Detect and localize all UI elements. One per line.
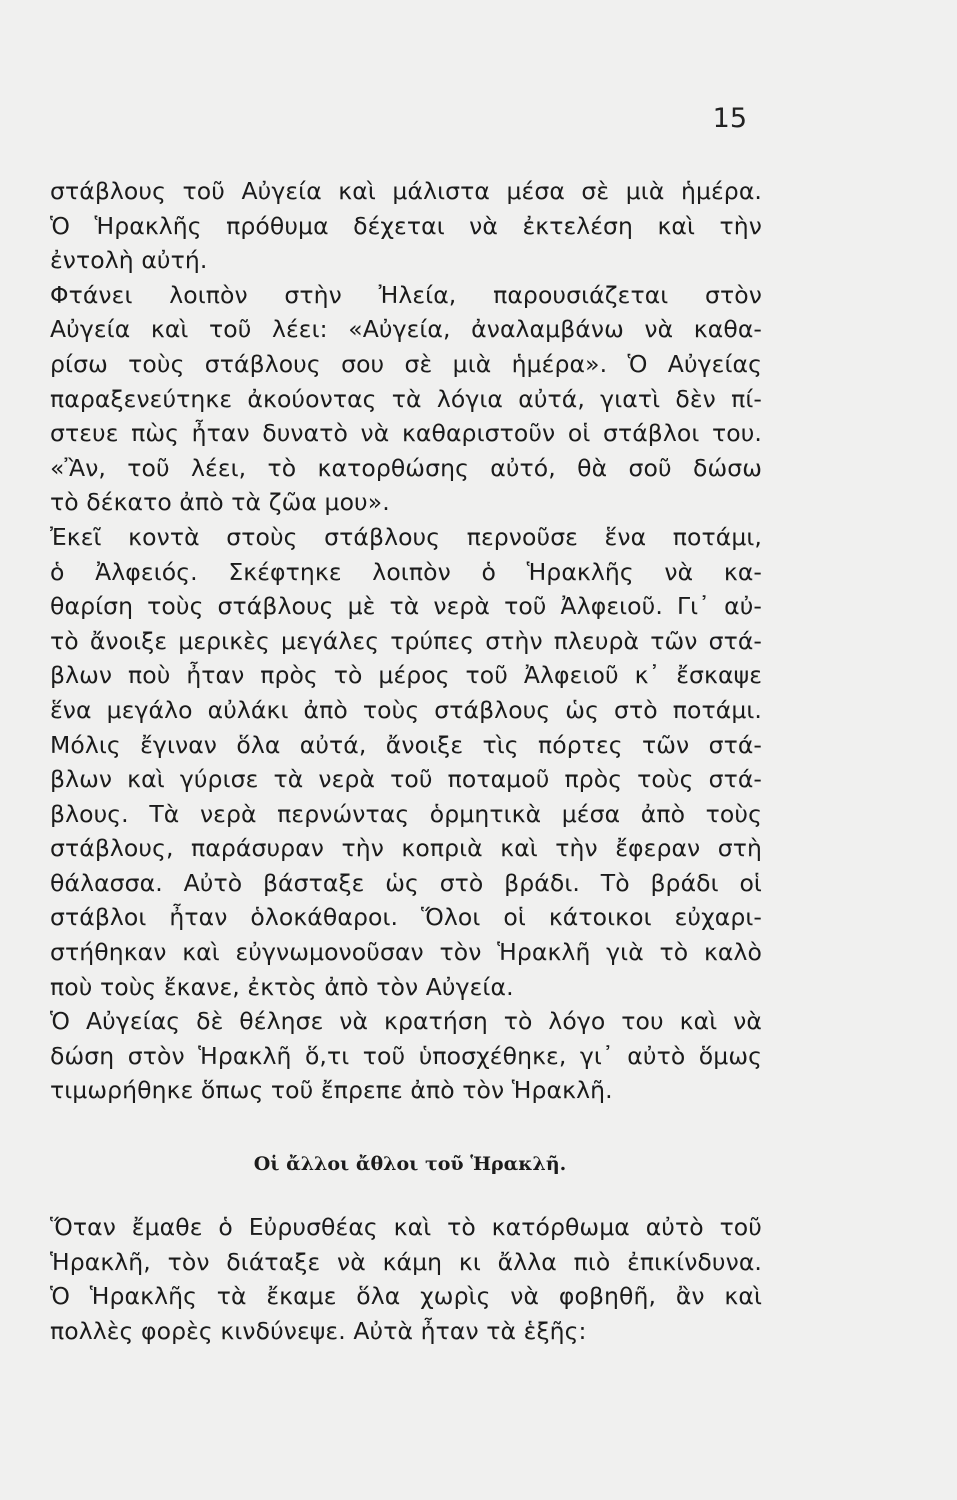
text-line: ὁ Ἀλφειός. Σκέφτηκε λοιπὸν ὁ Ἡρακλῆς νὰ κα- [50,557,762,586]
page-number: 15 [712,103,747,134]
text-line: δώση στὸν Ἡρακλῆ ὅ,τι τοῦ ὑποσχέθηκε, γι᾿ αὐτὸ ὅμως [50,1041,762,1070]
text-line: Αὐγεία καὶ τοῦ λέει: «Αὐγεία, ἀναλαμβάνω νὰ καθα- [50,315,762,344]
text-block-after-heading [50,1210,762,1348]
body-text [50,174,762,1348]
text-line: Ἐκεῖ κοντὰ στοὺς στάβλους περνοῦσε ἕνα ποτάμι, [50,522,762,551]
text-line: ἕνα μεγάλο αὐλάκι ἀπὸ τοὺς στάβλους ὡς στὸ ποτάμι. [50,695,762,724]
text-line: βλων καὶ γύρισε τὰ νερὰ τοῦ ποταμοῦ πρὸς τοὺς στά- [50,765,762,794]
text-line: Φτάνει λοιπὸν στὴν Ἠλεία, παρουσιάζεται στὸν [50,280,762,309]
text-line: στήθηκαν καὶ εὐγνωμονοῦσαν τὸν Ἡρακλῆ γιὰ τὸ καλὸ [50,938,762,967]
text-line: βλους. Τὰ νερὰ περνώντας ὁρμητικὰ μέσα ἀπὸ τοὺς [50,799,762,828]
heading-spacer [50,1108,762,1146]
text-line: Ὁ Ἡρακλῆς τὰ ἔκαμε ὅλα χωρὶς νὰ φοβηθῆ, ἂν καὶ [50,1282,762,1311]
text-line: πολλὲς φορὲς κινδύνεψε. Αὐτὰ ἦταν τὰ ἑξῆς: [50,1316,587,1345]
text-line: ἐντολὴ αὐτή. [50,246,208,275]
text-line: «Ἂν, τοῦ λέει, τὸ κατορθώσης αὐτό, θὰ σοῦ δώσω [50,453,762,482]
text-line: στάβλοι ἦταν ὁλοκάθαροι. Ὅλοι οἱ κάτοικοι εὐχαρι- [50,903,762,932]
text-line: τιμωρήθηκε ὅπως τοῦ ἔπρεπε ἀπὸ τὸν Ἡρακλῆ. [50,1076,613,1105]
text-line: Ὁ Αὐγείας δὲ θέλησε νὰ κρατήση τὸ λόγο του καὶ νὰ [50,1007,762,1036]
text-line: στάβλους, παράσυραν τὴν κοπριὰ καὶ τὴν ἔφεραν στὴ [50,834,762,863]
text-line: τὸ ἄνοιξε μερικὲς μεγάλες τρύπες στὴν πλευρὰ τῶν στά- [50,626,762,655]
text-line: παραξενεύτηκε ἀκούοντας τὰ λόγια αὐτά, γιατὶ δὲν πί- [50,384,762,413]
text-line: ρίσω τοὺς στάβλους σου σὲ μιὰ ἡμέρα». Ὁ Αὐγείας [50,349,762,378]
text-line: τὸ δέκατο ἀπὸ τὰ ζῶα μου». [50,488,390,517]
heading-spacer-after [50,1182,762,1210]
section-heading: Οἱ ἄλλοι ἄθλοι τοῦ Ἡρακλῆ. [253,1153,567,1176]
text-line: Ὅταν ἔμαθε ὁ Εὐρυσθέας καὶ τὸ κατόρθωμα αὐτὸ τοῦ [50,1213,762,1242]
text-block-before-heading [50,174,762,1108]
text-line: ποὺ τοὺς ἔκανε, ἐκτὸς ἀπὸ τὸν Αὐγεία. [50,972,514,1001]
text-line: θάλασσα. Αὐτὸ βάσταξε ὡς στὸ βράδι. Τὸ βράδι οἱ [50,868,762,897]
text-line: στευε πὼς ἦταν δυνατὸ νὰ καθαριστοῦν οἱ στάβλοι του. [50,419,762,448]
text-line: βλων ποὺ ἦταν πρὸς τὸ μέρος τοῦ Ἀλφειοῦ κ᾿ ἔσκαψε [50,661,762,690]
text-line: στάβλους τοῦ Αὐγεία καὶ μάλιστα μέσα σὲ μιὰ ἡμέρα. [50,177,762,205]
text-line: θαρίση τοὺς στάβλους μὲ τὰ νερὰ τοῦ Ἀλφειοῦ. Γι᾿ αὐ- [50,592,762,621]
text-line: Ὁ Ἡρακλῆς πρόθυμα δέχεται νὰ ἐκτελέση καὶ τὴν [50,211,762,240]
text-line: Ἡρακλῆ, τὸν διάταξε νὰ κάμη κι ἄλλα πιὸ ἐπικίνδυνα. [50,1247,762,1276]
text-line: Μόλις ἔγιναν ὅλα αὐτά, ἄνοιξε τὶς πόρτες τῶν στά- [50,730,762,759]
